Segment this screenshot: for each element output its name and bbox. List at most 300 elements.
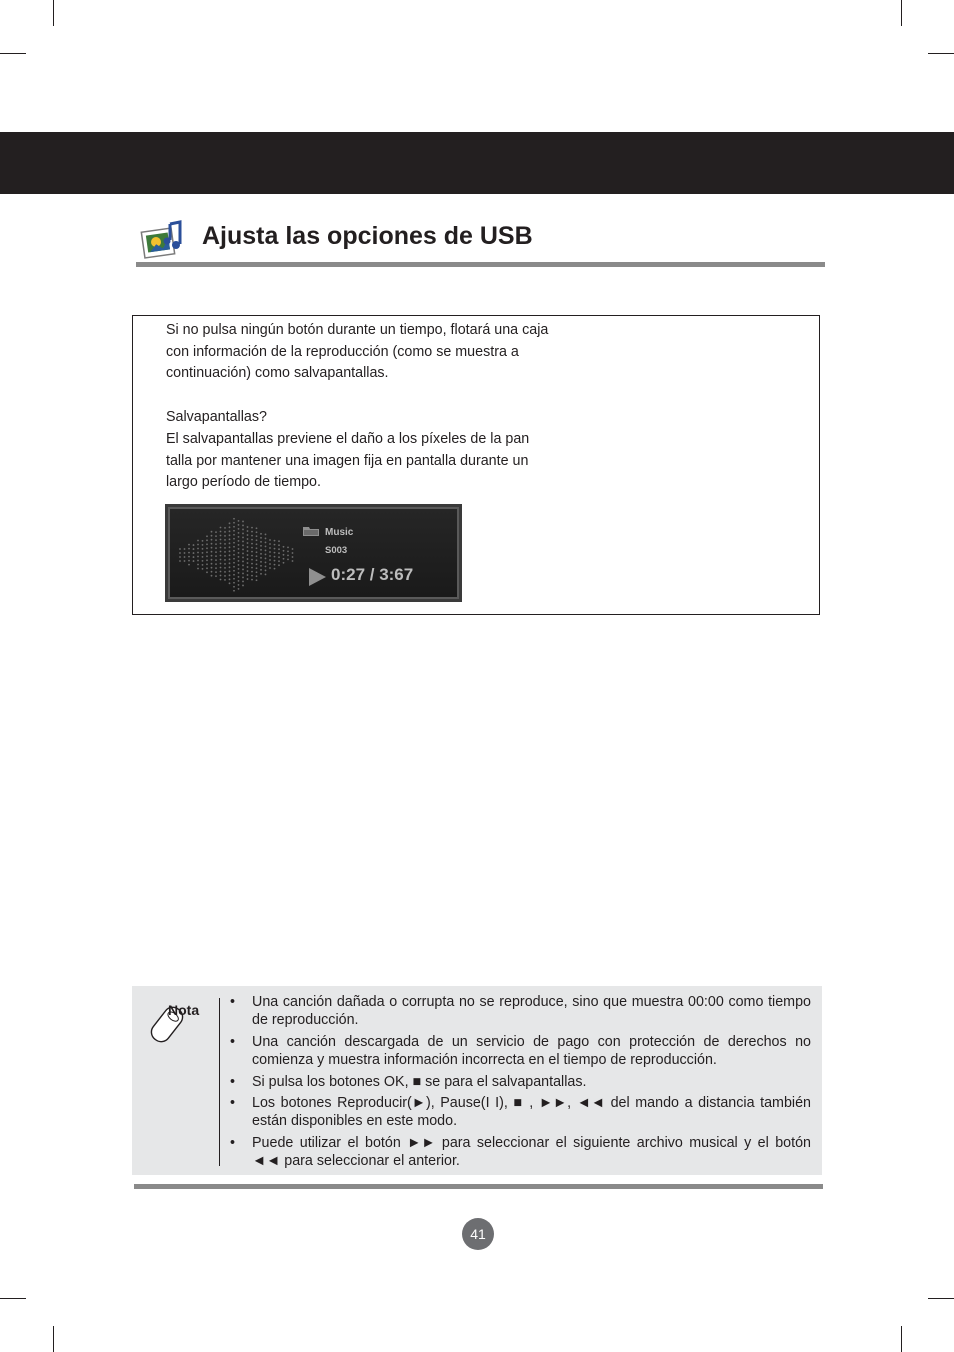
visualizer-dot [197, 540, 199, 542]
visualizer-dot [278, 564, 280, 566]
screensaver-panel [168, 507, 459, 599]
visualizer-dot [242, 565, 244, 567]
visualizer-dot [229, 578, 231, 580]
content-box [132, 315, 820, 615]
crop-mark [901, 0, 902, 26]
visualizer-dot [242, 557, 244, 559]
visualizer-dot [206, 559, 208, 561]
visualizer-dot [251, 575, 253, 577]
crop-mark [0, 1298, 26, 1299]
note-box [132, 986, 822, 1175]
visualizer-dot [256, 559, 258, 561]
visualizer-dot [251, 547, 253, 549]
visualizer-dot [242, 545, 244, 547]
screensaver-explanation: El salvapantallas previene el daño a los píxeles de la pan talla por mantener una imagen fija en pantalla durante un largo período de tiempo. [166, 431, 530, 491]
visualizer-dot [233, 526, 235, 528]
audio-visualizer [178, 517, 296, 593]
visualizer-dot [202, 556, 204, 558]
visualizer-dot [202, 560, 204, 562]
visualizer-dot [247, 562, 249, 564]
visualizer-dot [202, 544, 204, 546]
visualizer-dot [278, 552, 280, 554]
visualizer-dot [215, 531, 217, 533]
crop-mark [928, 53, 954, 54]
visualizer-dot [193, 552, 195, 554]
play-icon [307, 567, 327, 587]
visualizer-dot [193, 556, 195, 558]
visualizer-dot [211, 555, 213, 557]
visualizer-dot [242, 585, 244, 587]
visualizer-dot [197, 556, 199, 558]
visualizer-dot [179, 560, 181, 562]
note-item [230, 1094, 811, 1130]
visualizer-dot [197, 560, 199, 562]
screensaver-question: Salvapantallas? [166, 409, 267, 425]
visualizer-dot [260, 557, 262, 559]
visualizer-dot [233, 534, 235, 536]
visualizer-dot [265, 546, 267, 548]
visualizer-dot [206, 535, 208, 537]
visualizer-dot [283, 546, 285, 548]
visualizer-dot [224, 527, 226, 529]
visualizer-dot [233, 574, 235, 576]
visualizer-dot [265, 574, 267, 576]
visualizer-dot [238, 548, 240, 550]
visualizer-dot [238, 588, 240, 590]
visualizer-dot [238, 580, 240, 582]
visualizer-dot [242, 569, 244, 571]
visualizer-dot [202, 552, 204, 554]
visualizer-dot [206, 547, 208, 549]
crop-mark [928, 1298, 954, 1299]
visualizer-dot [233, 546, 235, 548]
visualizer-dot [233, 554, 235, 556]
note-list [230, 993, 811, 1174]
visualizer-dot [229, 522, 231, 524]
visualizer-dot [265, 566, 267, 568]
visualizer-dot [188, 544, 190, 546]
visualizer-dot [238, 524, 240, 526]
visualizer-dot [220, 543, 222, 545]
visualizer-dot [233, 566, 235, 568]
visualizer-dot [224, 551, 226, 553]
visualizer-dot [278, 560, 280, 562]
visualizer-dot [215, 547, 217, 549]
visualizer-dot [224, 579, 226, 581]
visualizer-dot [247, 574, 249, 576]
visualizer-dot [215, 563, 217, 565]
visualizer-dot [220, 539, 222, 541]
visualizer-dot [238, 556, 240, 558]
visualizer-dot [287, 558, 289, 560]
visualizer-dot [188, 560, 190, 562]
visualizer-dot [220, 567, 222, 569]
visualizer-dot [283, 550, 285, 552]
visualizer-dot [229, 570, 231, 572]
visualizer-dot [274, 544, 276, 546]
visualizer-dot [229, 562, 231, 564]
visualizer-dot [260, 569, 262, 571]
visualizer-dot [238, 544, 240, 546]
visualizer-dot [233, 558, 235, 560]
visualizer-dot [206, 551, 208, 553]
visualizer-dot [215, 567, 217, 569]
visualizer-dot [256, 543, 258, 545]
visualizer-dot [193, 548, 195, 550]
note-item-text: Una canción descargada de un servicio de pago con protección de derechos no comienza y muestra información incorrecta en el tiempo de reproducción. [252, 1033, 811, 1068]
visualizer-dot [211, 531, 213, 533]
visualizer-dot [260, 541, 262, 543]
visualizer-dot [251, 543, 253, 545]
visualizer-dot [238, 540, 240, 542]
visualizer-dot [233, 586, 235, 588]
visualizer-dot [242, 537, 244, 539]
visualizer-dot [247, 570, 249, 572]
bullet: • [230, 1073, 236, 1090]
visualizer-dot [220, 559, 222, 561]
visualizer-dot [238, 520, 240, 522]
visualizer-dot [229, 530, 231, 532]
visualizer-dot [247, 558, 249, 560]
visualizer-dot [260, 537, 262, 539]
note-divider [219, 998, 220, 1166]
visualizer-dot [269, 539, 271, 541]
crop-mark [901, 1326, 902, 1352]
visualizer-dot [260, 561, 262, 563]
visualizer-dot [265, 554, 267, 556]
crop-mark [53, 0, 54, 26]
visualizer-dot [233, 550, 235, 552]
visualizer-dot [274, 564, 276, 566]
visualizer-dot [265, 570, 267, 572]
visualizer-dot [233, 562, 235, 564]
visualizer-dot [251, 535, 253, 537]
visualizer-dot [224, 571, 226, 573]
visualizer-dot [256, 579, 258, 581]
visualizer-dot [247, 526, 249, 528]
visualizer-dot [215, 555, 217, 557]
visualizer-dot [202, 548, 204, 550]
visualizer-dot [224, 547, 226, 549]
visualizer-dot [292, 556, 294, 558]
note-item-text: Los botones Reproducir(►), Pause(I I), ■ , ►►, ◄◄ del mando a distancia también están disponibles en este modo. [252, 1095, 811, 1130]
visualizer-dot [274, 568, 276, 570]
visualizer-dot [184, 552, 186, 554]
visualizer-dot [269, 543, 271, 545]
visualizer-dot [247, 554, 249, 556]
visualizer-dot [274, 556, 276, 558]
visualizer-dot [215, 543, 217, 545]
page-number-badge: 41 [462, 1218, 494, 1250]
visualizer-dot [233, 538, 235, 540]
footer-rule [134, 1184, 823, 1189]
visualizer-dot [215, 539, 217, 541]
note-item [230, 993, 811, 1029]
visualizer-dot [224, 531, 226, 533]
visualizer-dot [233, 522, 235, 524]
visualizer-dot [220, 571, 222, 573]
visualizer-dot [238, 536, 240, 538]
visualizer-dot [179, 552, 181, 554]
visualizer-dot [193, 560, 195, 562]
visualizer-dot [224, 559, 226, 561]
visualizer-dot [233, 542, 235, 544]
visualizer-dot [224, 539, 226, 541]
visualizer-dot [287, 550, 289, 552]
visualizer-dot [292, 548, 294, 550]
visualizer-dot [220, 527, 222, 529]
visualizer-dot [256, 571, 258, 573]
visualizer-dot [220, 555, 222, 557]
visualizer-dot [265, 534, 267, 536]
visualizer-dot [197, 544, 199, 546]
visualizer-dot [265, 542, 267, 544]
visualizer-dot [229, 526, 231, 528]
visualizer-dot [238, 532, 240, 534]
visualizer-dot [211, 547, 213, 549]
visualizer-dot [215, 551, 217, 553]
visualizer-dot [283, 554, 285, 556]
visualizer-dot [179, 556, 181, 558]
visualizer-dot [265, 562, 267, 564]
note-item-text: Puede utilizar el botón ►► para seleccionar el siguiente archivo musical y el botón ◄◄ para seleccionar el anterior. [252, 1135, 811, 1170]
visualizer-dot [188, 564, 190, 566]
visualizer-dot [188, 552, 190, 554]
note-item [230, 1033, 811, 1069]
visualizer-dot [188, 548, 190, 550]
title-underline [136, 262, 825, 267]
visualizer-dot [247, 542, 249, 544]
visualizer-dot [256, 555, 258, 557]
visualizer-dot [256, 567, 258, 569]
visualizer-dot [220, 575, 222, 577]
visualizer-dot [238, 572, 240, 574]
note-item [230, 1134, 811, 1170]
visualizer-dot [224, 567, 226, 569]
visualizer-dot [211, 567, 213, 569]
visualizer-dot [220, 547, 222, 549]
visualizer-dot [242, 533, 244, 535]
visualizer-dot [224, 563, 226, 565]
visualizer-dot [211, 543, 213, 545]
visualizer-dot [211, 539, 213, 541]
visualizer-dot [251, 559, 253, 561]
visualizer-dot [229, 566, 231, 568]
visualizer-dot [256, 575, 258, 577]
visualizer-dot [256, 531, 258, 533]
visualizer-dot [206, 563, 208, 565]
visualizer-dot [238, 568, 240, 570]
visualizer-dot [229, 538, 231, 540]
visualizer-dot [229, 554, 231, 556]
visualizer-dot [184, 548, 186, 550]
visualizer-dot [242, 561, 244, 563]
visualizer-dot [242, 521, 244, 523]
note-item [230, 1073, 811, 1091]
visualizer-dot [242, 573, 244, 575]
visualizer-dot [247, 578, 249, 580]
visualizer-dot [256, 539, 258, 541]
visualizer-dot [238, 576, 240, 578]
visualizer-dot [206, 571, 208, 573]
visualizer-dot [238, 564, 240, 566]
visualizer-dot [247, 546, 249, 548]
visualizer-dot [269, 547, 271, 549]
visualizer-dot [238, 528, 240, 530]
visualizer-dot [211, 551, 213, 553]
visualizer-dot [242, 553, 244, 555]
visualizer-dot [274, 540, 276, 542]
visualizer-dot [229, 534, 231, 536]
visualizer-dot [211, 563, 213, 565]
visualizer-dot [265, 538, 267, 540]
music-folder-icon [302, 525, 320, 537]
visualizer-dot [206, 543, 208, 545]
visualizer-dot [269, 567, 271, 569]
visualizer-dot [242, 541, 244, 543]
visualizer-dot [197, 568, 199, 570]
visualizer-dot [247, 530, 249, 532]
visualizer-dot [220, 551, 222, 553]
visualizer-dot [265, 558, 267, 560]
visualizer-dot [224, 555, 226, 557]
visualizer-dot [278, 544, 280, 546]
visualizer-dot [251, 539, 253, 541]
visualizer-dot [247, 566, 249, 568]
visualizer-dot [242, 549, 244, 551]
visualizer-dot [274, 552, 276, 554]
visualizer-dot [224, 543, 226, 545]
visualizer-dot [256, 527, 258, 529]
visualizer-dot [287, 554, 289, 556]
visualizer-dot [238, 584, 240, 586]
visualizer-dot [193, 544, 195, 546]
visualizer-dot [215, 535, 217, 537]
visualizer-dot [179, 548, 181, 550]
visualizer-dot [251, 579, 253, 581]
usb-photo-music-icon [140, 220, 184, 260]
visualizer-dot [260, 545, 262, 547]
visualizer-dot [220, 531, 222, 533]
visualizer-dot [247, 538, 249, 540]
visualizer-dot [260, 565, 262, 567]
visualizer-dot [242, 529, 244, 531]
visualizer-dot [251, 567, 253, 569]
visualizer-dot [256, 551, 258, 553]
visualizer-dot [220, 535, 222, 537]
visualizer-dot [251, 563, 253, 565]
visualizer-dot [242, 577, 244, 579]
bullet: • [230, 1033, 236, 1050]
bullet: • [230, 1135, 236, 1152]
visualizer-dot [242, 525, 244, 527]
media-category-label: Music [325, 527, 354, 538]
visualizer-dot [202, 568, 204, 570]
visualizer-dot [188, 556, 190, 558]
page-title: Ajusta las opciones de USB [202, 222, 533, 250]
visualizer-dot [211, 571, 213, 573]
note-item-text: Una canción dañada o corrupta no se reproduce, sino que muestra 00:00 como tiempo de reproducción. [252, 994, 811, 1028]
visualizer-dot [251, 555, 253, 557]
visualizer-dot [224, 575, 226, 577]
crop-mark [0, 53, 26, 54]
visualizer-dot [292, 560, 294, 562]
crop-mark [53, 1326, 54, 1352]
visualizer-dot [238, 552, 240, 554]
visualizer-dot [242, 581, 244, 583]
visualizer-dot [265, 550, 267, 552]
visualizer-dot [184, 560, 186, 562]
note-item-text: Si pulsa los botones OK, ■ se para el salvapantallas. [252, 1073, 587, 1090]
visualizer-dot [256, 535, 258, 537]
visualizer-dot [260, 533, 262, 535]
visualizer-dot [247, 534, 249, 536]
visualizer-dot [206, 539, 208, 541]
bullet: • [230, 994, 236, 1010]
visualizer-dot [211, 575, 213, 577]
visualizer-dot [274, 548, 276, 550]
visualizer-dot [202, 564, 204, 566]
visualizer-dot [197, 564, 199, 566]
visualizer-dot [233, 518, 235, 520]
visualizer-dot [287, 546, 289, 548]
visualizer-dot [229, 558, 231, 560]
visualizer-dot [233, 590, 235, 592]
visualizer-dot [229, 574, 231, 576]
visualizer-dot [283, 562, 285, 564]
note-label: Nota [168, 1002, 200, 1018]
bullet: • [230, 1095, 236, 1112]
visualizer-dot [251, 527, 253, 529]
visualizer-dot [238, 560, 240, 562]
visualizer-dot [211, 535, 213, 537]
track-name: S003 [325, 545, 348, 556]
header-band [0, 132, 954, 194]
visualizer-dot [251, 571, 253, 573]
visualizer-dot [233, 530, 235, 532]
visualizer-dot [206, 567, 208, 569]
visualizer-dot [211, 559, 213, 561]
visualizer-dot [233, 582, 235, 584]
visualizer-dot [260, 573, 262, 575]
visualizer-dot [278, 556, 280, 558]
visualizer-dot [283, 558, 285, 560]
visualizer-dot [260, 553, 262, 555]
visualizer-dot [220, 563, 222, 565]
intro-paragraph: Si no pulsa ningún botón durante un tiempo, flotará una caja con información de la reproducción (como se muestra a continuación) como salvapantallas. [166, 322, 549, 382]
visualizer-dot [220, 579, 222, 581]
visualizer-dot [278, 540, 280, 542]
visualizer-dot [224, 535, 226, 537]
visualizer-dot [206, 555, 208, 557]
visualizer-dot [229, 550, 231, 552]
visualizer-dot [233, 570, 235, 572]
visualizer-dot [278, 548, 280, 550]
visualizer-dot [269, 551, 271, 553]
visualizer-dot [202, 540, 204, 542]
visualizer-dot [215, 559, 217, 561]
visualizer-dot [256, 547, 258, 549]
visualizer-dot [269, 555, 271, 557]
visualizer-dot [256, 563, 258, 565]
visualizer-dot [251, 531, 253, 533]
visualizer-dot [215, 575, 217, 577]
visualizer-dot [251, 551, 253, 553]
visualizer-dot [269, 559, 271, 561]
visualizer-dot [229, 542, 231, 544]
visualizer-dot [269, 563, 271, 565]
visualizer-dot [229, 546, 231, 548]
